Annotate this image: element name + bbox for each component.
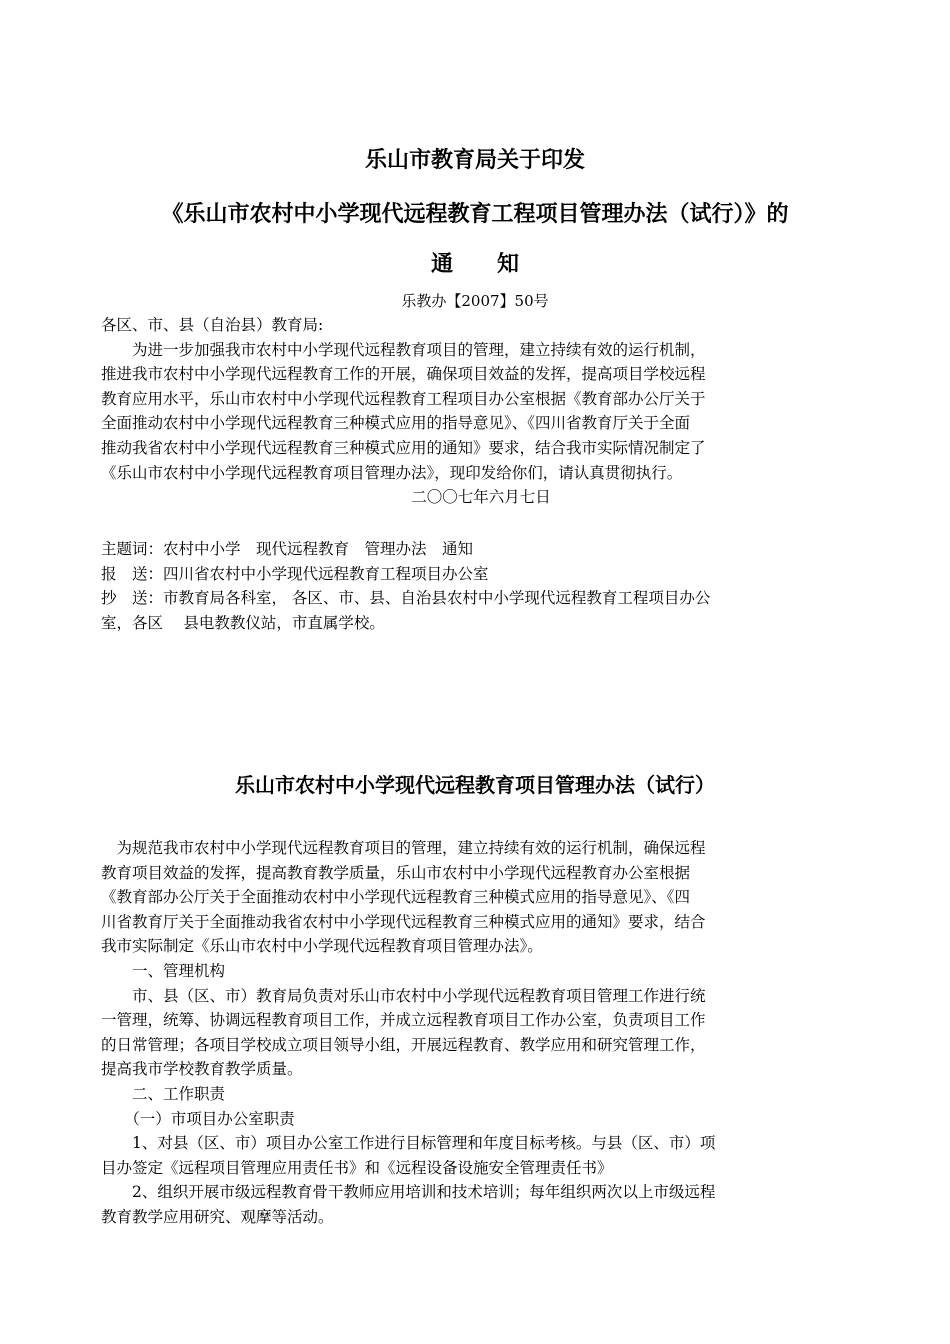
notice-body-line: 推进我市农村中小学现代远程教育工作的开展，确保项目效益的发挥，提高项目学校远程: [101, 365, 706, 384]
cc-line: 抄 送：市教育局各科室， 各区、市、县、自治县农村中小学现代远程教育工程项目办公: [101, 589, 711, 608]
notice-title-char-2: 知: [497, 252, 520, 277]
notice-title-line-3: [0, 251, 950, 279]
notice-body-line: 为进一步加强我市农村中小学现代远程教育项目的管理，建立持续有效的运行机制，: [101, 340, 706, 359]
measures-line: 教育项目效益的发挥，提高教育教学质量，乐山市农村中小学现代远程教育办公室根据: [101, 863, 691, 882]
addressee: 各区、市、县（自治县）教育局:: [101, 316, 324, 334]
subsection-heading: （一）市项目办公室职责: [101, 1109, 295, 1128]
notice-title-line-1: 乐山市教育局关于印发: [364, 148, 585, 173]
measures-line: 《教育部办公厅关于全面推动农村中小学现代远程教育三种模式应用的指导意见》、《四: [101, 888, 691, 907]
section-heading: 二、工作职责: [101, 1084, 226, 1103]
distribution-block: [101, 537, 861, 635]
notice-body: [101, 313, 861, 510]
notice-body-line: 推动我省农村中小学现代远程教育三种模式应用的通知》要求，结合我市实际情况制定了: [101, 438, 706, 457]
section-heading: 一、管理机构: [101, 961, 226, 980]
notice-body-line: 教育应用水平，乐山市农村中小学现代远程教育工程项目办公室根据《教育部办公厅关于: [101, 389, 706, 408]
measures-body: [101, 836, 861, 1230]
issue-date: 二〇〇七年六月七日: [411, 488, 551, 507]
notice-body-line: 全面推动农村中小学现代远程教育三种模式应用的指导意见》、《四川省教育厅关于全面: [101, 414, 691, 433]
document-number: 乐教办【2007】50号: [401, 292, 549, 310]
measures-line: 为规范我市农村中小学现代远程教育项目的管理，建立持续有效的运行机制，确保远程: [101, 839, 706, 857]
measures-line: 川省教育厅关于全面推动我省农村中小学现代远程教育三种模式应用的通知》要求，结合: [101, 912, 706, 931]
report-to: 报 送：四川省农村中小学现代远程教育工程项目办公室: [101, 564, 489, 583]
notice-title-line-2: 《乐山市农村中小学现代远程教育工程项目管理办法（试行）》的: [161, 202, 789, 227]
subject-words: 主题词：农村中小学 现代远程教育 管理办法 通知: [101, 540, 474, 558]
measures-line: 教育教学应用研究、观摩等活动。: [101, 1207, 334, 1226]
cc-line: 室，各区 县电教教仪站，市直属学校。: [101, 613, 385, 632]
measures-title: 乐山市农村中小学现代远程教育项目管理办法（试行）: [235, 773, 715, 797]
notice-body-line: 《乐山市农村中小学现代远程教育项目管理办法》，现印发给你们，请认真贯彻执行。: [101, 463, 683, 482]
measures-line: 的日常管理；各项目学校成立项目领导小组，开展远程教育、教学应用和研究管理工作，: [101, 1035, 706, 1054]
measures-line: 一管理，统筹、协调远程教育项目工作，并成立远程教育项目工作办公室，负责项目工作: [101, 1011, 706, 1030]
measures-line: 提高我市学校教育教学质量。: [101, 1060, 303, 1079]
measures-line: 1、对县（区、市）项目办公室工作进行目标管理和年度目标考核。与县（区、市）项: [101, 1134, 716, 1153]
measures-line: 目办签定《远程项目管理应用责任书》和《远程设备设施安全管理责任书》: [101, 1158, 613, 1177]
measures-line: 我市实际制定《乐山市农村中小学现代远程教育项目管理办法》。: [101, 937, 543, 956]
notice-title-char-1: 通: [430, 252, 453, 277]
measures-line: 2、组织开展市级远程教育骨干教师应用培训和技术培训；每年组织两次以上市级远程: [101, 1183, 716, 1202]
measures-line: 市、县（区、市）教育局负责对乐山市农村中小学现代远程教育项目管理工作进行统: [101, 986, 706, 1005]
